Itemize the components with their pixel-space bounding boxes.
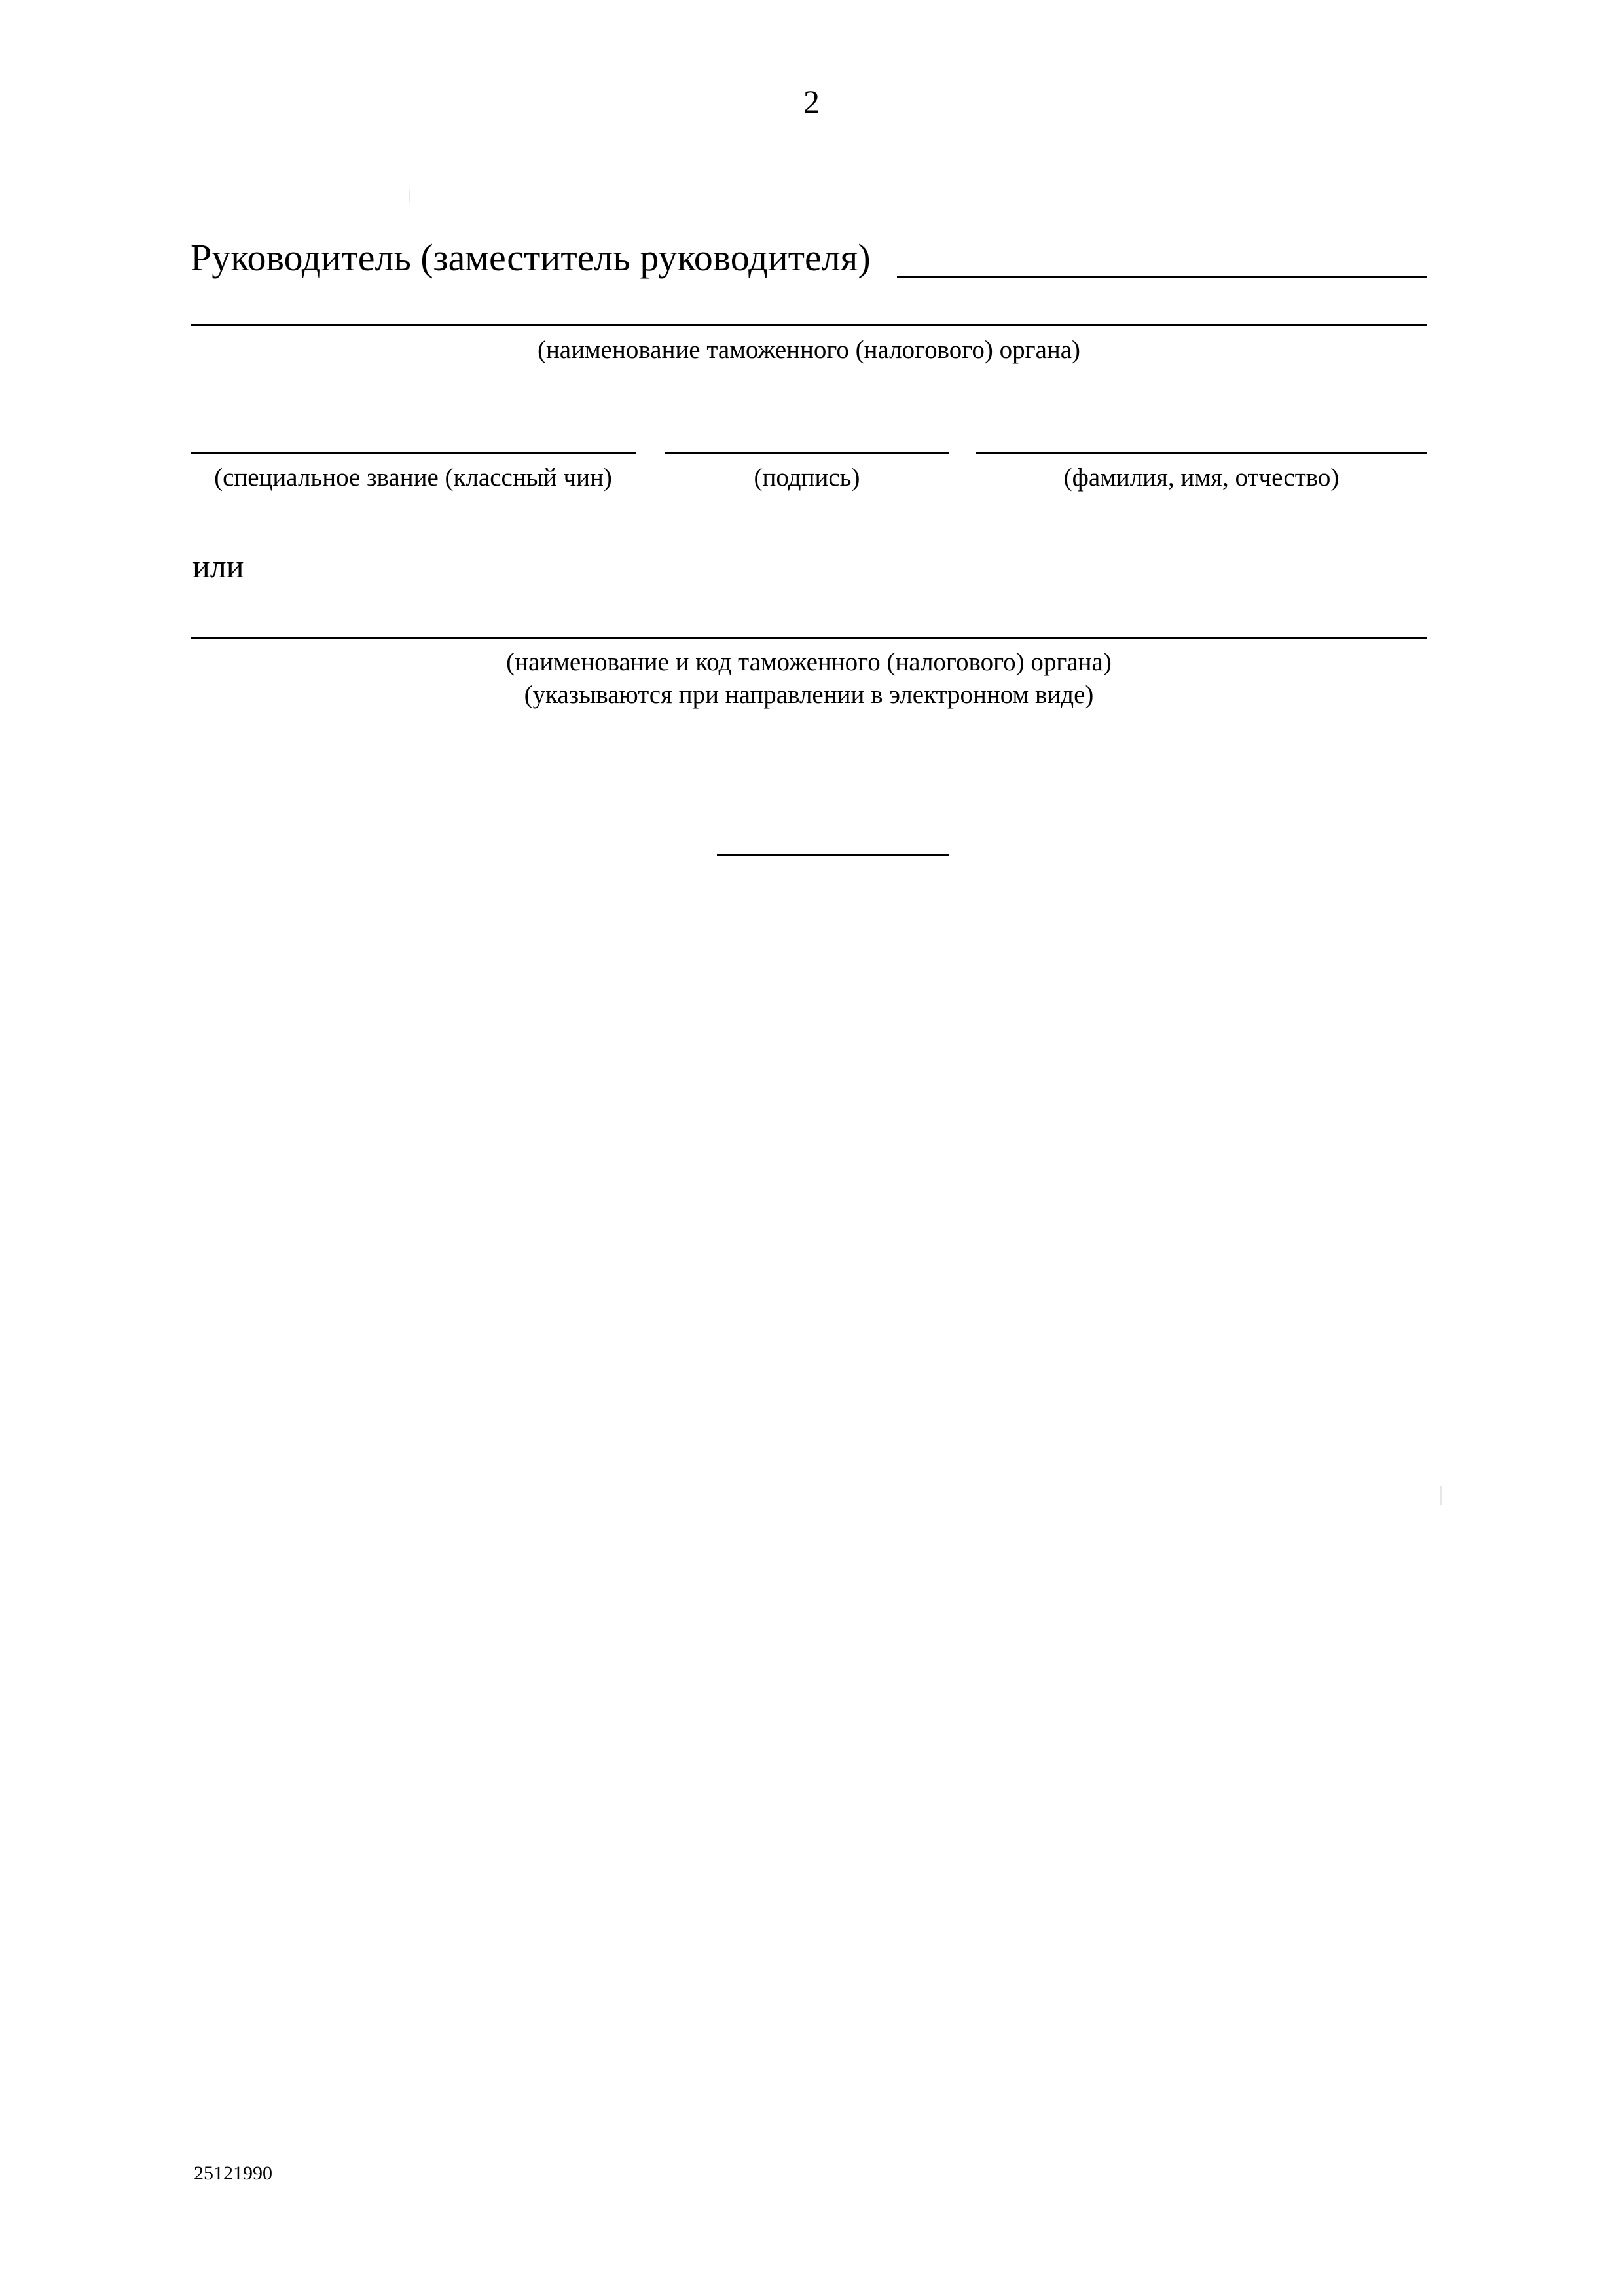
electronic-caption: (указываются при направлении в электронном виде) xyxy=(524,681,1094,709)
rank-caption: (специальное звание (классный чин) xyxy=(214,463,612,492)
authority-caption: (наименование таможенного (налогового) органа) xyxy=(537,336,1081,364)
full-name-caption: (фамилия, имя, отчество) xyxy=(1063,463,1340,492)
or-label: или xyxy=(192,548,244,584)
end-separator xyxy=(717,854,949,856)
scan-artifact xyxy=(409,190,410,202)
full-name-line xyxy=(976,452,1427,454)
signature-line xyxy=(665,452,949,454)
head-signature-line xyxy=(897,276,1427,278)
authority-name-line xyxy=(191,324,1427,326)
head-title: Руководитель (заместитель руководителя) xyxy=(191,236,871,279)
scan-artifact xyxy=(1440,1486,1442,1505)
document-code: 25121990 xyxy=(194,2162,272,2184)
authority-code-line xyxy=(191,637,1427,639)
page-number: 2 xyxy=(803,83,820,120)
signature-caption: (подпись) xyxy=(754,463,860,492)
rank-line xyxy=(191,452,636,454)
authority-code-caption: (наименование и код таможенного (налогового) органа) xyxy=(506,648,1112,676)
